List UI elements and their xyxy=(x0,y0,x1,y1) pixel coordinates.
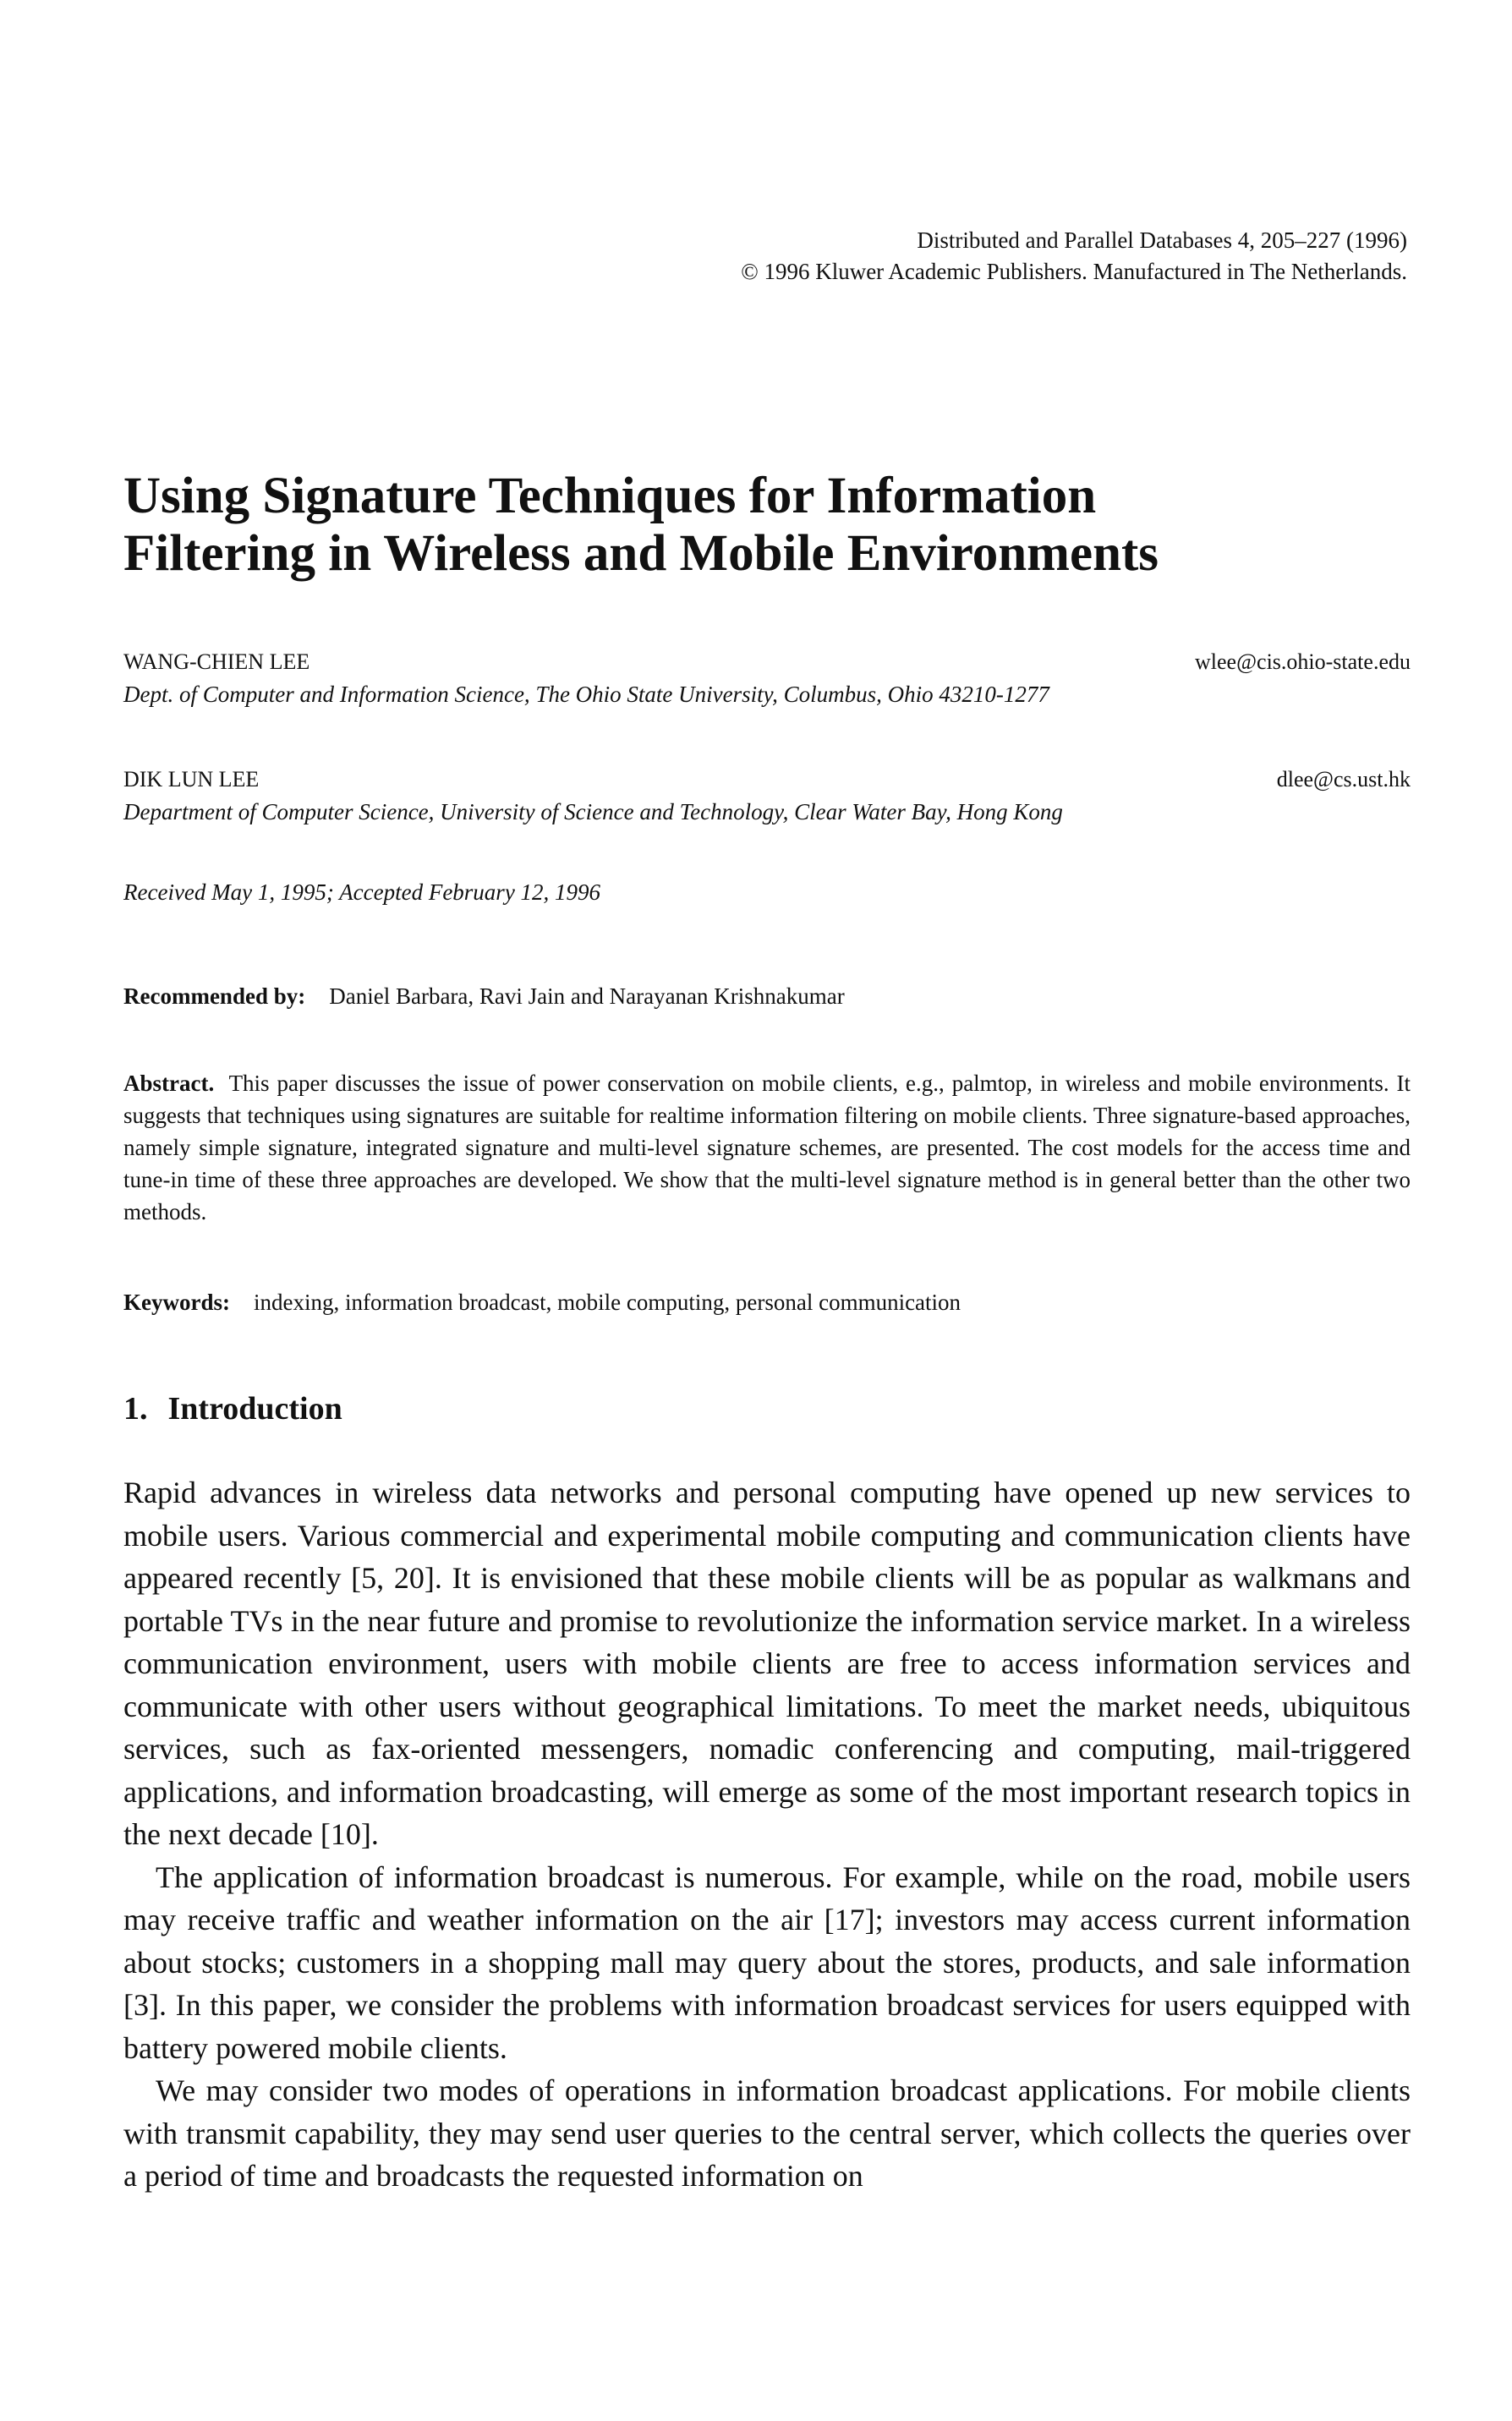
recommended-by xyxy=(123,983,845,1010)
author-affiliation: Dept. of Computer and Information Science, The Ohio State University, Columbus, Ohio 43210-1277 xyxy=(123,682,1049,707)
author-row-2 xyxy=(123,767,1411,792)
section-title: Introduction xyxy=(167,1391,342,1427)
author-email: dlee@cs.ust.hk xyxy=(1276,767,1411,791)
keywords xyxy=(123,1290,961,1316)
author-email: wlee@cis.ohio-state.edu xyxy=(1195,649,1411,674)
author-affiliation: Department of Computer Science, University of Science and Technology, Clear Water Bay, Hong Kong xyxy=(123,799,1063,824)
copyright-line: © 1996 Kluwer Academic Publishers. Manufactured in The Netherlands. xyxy=(741,259,1407,284)
journal-header xyxy=(741,225,1407,288)
paragraph: Rapid advances in wireless data networks and personal computing have opened up new services to mobile users. Various commercial and experimental mobile computing and communication clients have appeared recently [5, 20]. It is envisioned that these mobile clients will be as popular as walkmans and portable TVs in the near future and promise to revolutionize the information service market. In a wireless communication environment, users with mobile clients are free to access information services and communicate with other users without geographical limitations. To meet the market needs, ubiquitous services, such as fax-oriented messengers, nomadic conferencing and computing, mail-triggered applications, and information broadcasting, will emerge as some of the most important research topics in the next decade [10]. xyxy=(123,1476,1411,1851)
journal-citation: Distributed and Parallel Databases 4, 205–227 (1996) xyxy=(917,227,1407,253)
paper-title xyxy=(123,468,1409,583)
section-number: 1. xyxy=(123,1391,148,1427)
recommended-names: Daniel Barbara, Ravi Jain and Narayanan Krishnakumar xyxy=(329,983,845,1009)
received-dates: Received May 1, 1995; Accepted February 12, 1996 xyxy=(123,879,601,905)
abstract-text: This paper discusses the issue of power conservation on mobile clients, e.g., palmtop, in wireless and mobile environments. It suggests that techniques using signatures are suitable for realtime information filtering on mobile clients. Three signature-based approaches, namely simple signature, integrated signature and multi-level signature schemes, are presented. The cost models for the access time and tune-in time of these three approaches are developed. We show that the multi-level signature method is in general better than the other two methods. xyxy=(123,1071,1411,1224)
title-line-1: Using Signature Techniques for Information xyxy=(123,468,1097,524)
section-heading xyxy=(123,1390,342,1427)
recommended-label: Recommended by: xyxy=(123,983,306,1009)
author-name: DIK LUN LEE xyxy=(123,767,260,791)
abstract-label: Abstract. xyxy=(123,1071,215,1096)
paragraph: The application of information broadcast is numerous. For example, while on the road, mobile users may receive traffic and weather information on the air [17]; investors may access current information about stocks; customers in a shopping mall may query about the stores, products, and sale information [3]. In this paper, we consider the problems with information broadcast services for users equipped with battery powered mobile clients. xyxy=(123,1860,1411,2065)
keywords-list: indexing, information broadcast, mobile computing, personal communication xyxy=(253,1290,961,1315)
body-text xyxy=(123,1471,1411,2198)
keywords-label: Keywords: xyxy=(123,1290,230,1315)
title-line-2: Filtering in Wireless and Mobile Environments xyxy=(123,525,1159,582)
abstract xyxy=(123,1067,1411,1228)
author-name: WANG-CHIEN LEE xyxy=(123,649,310,674)
author-row-1 xyxy=(123,649,1411,675)
paragraph: We may consider two modes of operations in information broadcast applications. For mobile clients with transmit capability, they may send user queries to the central server, which collects the queries over a period of time and broadcasts the requested information on xyxy=(123,2073,1411,2193)
